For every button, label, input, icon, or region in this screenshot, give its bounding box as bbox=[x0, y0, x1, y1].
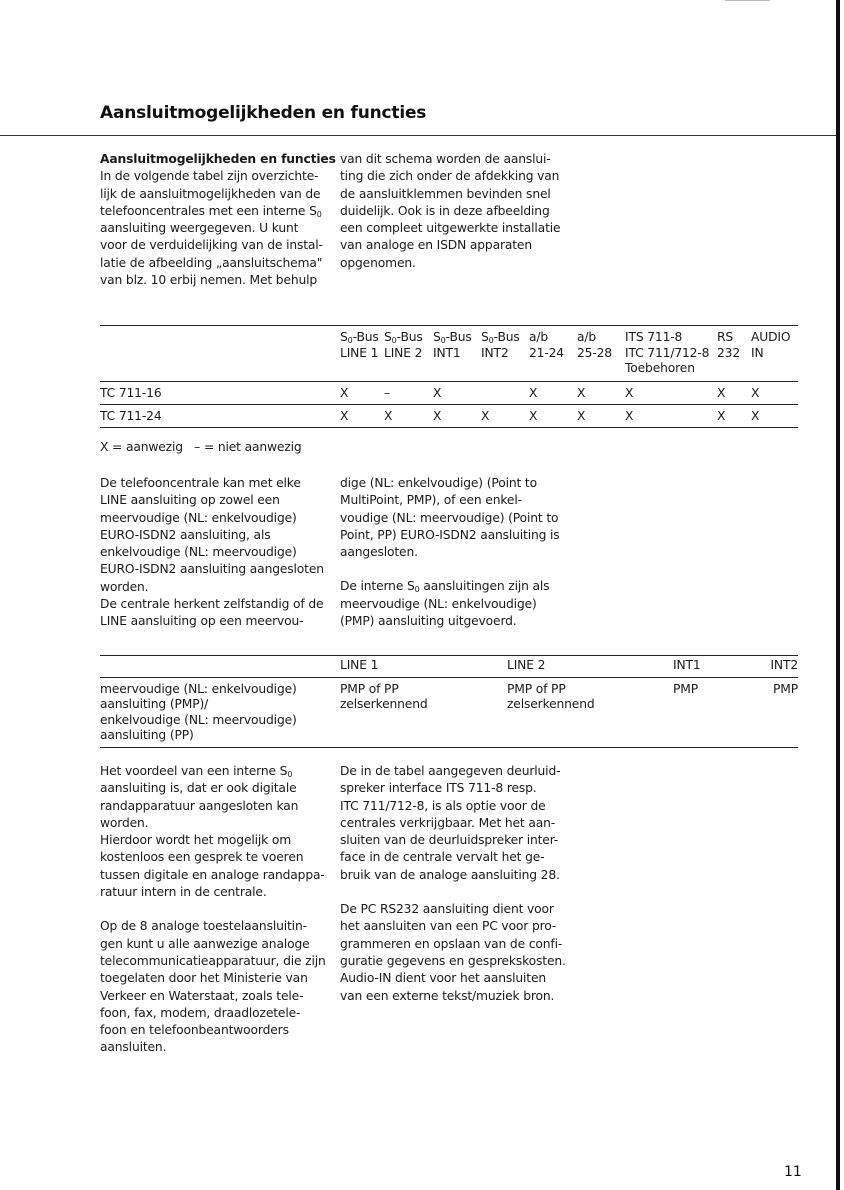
paragraph-line: sluiten van de deurluidspreker inter- bbox=[340, 833, 559, 848]
paragraph-line: opgenomen. bbox=[340, 255, 416, 270]
header-empty bbox=[100, 656, 340, 678]
paragraph-line: van dit schema worden de aanslui- bbox=[340, 152, 551, 166]
paragraph-line: van analoge en ISDN apparaten bbox=[340, 238, 532, 253]
value-cell: X bbox=[751, 385, 760, 400]
paragraph-line: De telefooncentrale kan met elke bbox=[100, 476, 301, 490]
paragraph-line: van een externe tekst/muziek bron. bbox=[340, 988, 555, 1003]
page-title: Aansluitmogelijkheden en functies bbox=[100, 103, 427, 123]
paragraph-line: De centrale herkent zelfstandig of de bbox=[100, 597, 324, 612]
header-cell: a/b 21-24 bbox=[529, 330, 564, 360]
intro-right-column bbox=[340, 151, 580, 272]
paragraph-line: voor de verduidelijking van de instal- bbox=[100, 238, 323, 253]
paragraph-line: het aansluiten van een PC voor pro- bbox=[340, 919, 557, 934]
page-edge bbox=[836, 0, 840, 1190]
connection-type-table bbox=[100, 655, 798, 748]
paragraph-line: aangesloten. bbox=[340, 545, 418, 560]
section-heading: Aansluitmogelijkheden en functies bbox=[100, 152, 336, 166]
paragraph-line: centrales verkrijgbaar. Met het aan- bbox=[340, 815, 556, 830]
scan-mark bbox=[725, 0, 770, 1]
header-cell: LINE 2 bbox=[507, 658, 546, 672]
value-cell: PMP bbox=[673, 681, 698, 696]
paragraph-line: foon en telefoonbeantwoorders bbox=[100, 1023, 289, 1038]
paragraph-line: grammeren en opslaan van de confi- bbox=[340, 936, 563, 951]
paragraph-line: tussen digitale en analoge randappa- bbox=[100, 867, 325, 882]
value-cell: – bbox=[384, 385, 390, 400]
header-cell: $S_0$-Bus LINE 2 bbox=[384, 330, 423, 360]
paragraph-line: spreker interface ITS 711-8 resp. bbox=[340, 781, 537, 796]
connection-options-table bbox=[100, 325, 798, 428]
value-cell: X bbox=[433, 408, 442, 423]
paragraph-line: lijk de aansluitmogelijkheden van de bbox=[100, 186, 321, 201]
value-cell: X bbox=[625, 385, 634, 400]
header-cell: $S_0$-Bus INT2 bbox=[481, 330, 520, 360]
table-legend: X = aanwezig – = niet aanwezig bbox=[100, 440, 302, 454]
paragraph-line: worden. bbox=[100, 579, 149, 594]
paragraph-line: meervoudige (NL: enkelvoudige) bbox=[100, 510, 297, 525]
paragraph-line: van blz. 10 erbij nemen. Met behulp bbox=[100, 273, 318, 288]
paragraph-line: De interne $S_0$ aansluitingen zijn als bbox=[340, 579, 550, 595]
value-cell bbox=[481, 381, 529, 404]
paragraph-line: toegelaten door het Ministerie van bbox=[100, 971, 308, 986]
header-cell: a/b 25-28 bbox=[577, 330, 612, 360]
paragraph-line: telecommunicatieapparatuur, die zijn bbox=[100, 953, 326, 968]
paragraph-line: de aansluitklemmen bevinden snel bbox=[340, 186, 551, 201]
paragraph-line: worden. bbox=[100, 815, 149, 830]
paragraph-line: voudige (NL: meervoudige) (Point to bbox=[340, 510, 559, 525]
table-row bbox=[100, 404, 798, 427]
value-cell: X bbox=[340, 408, 349, 423]
model-cell: TC 711-24 bbox=[100, 408, 162, 423]
paragraph-line: Het voordeel van een interne $S_0$ bbox=[100, 764, 293, 779]
paragraph-line: EURO-ISDN2 aansluiting, als bbox=[100, 527, 271, 542]
paragraph-line: ting die zich onder de afdekking van bbox=[340, 169, 560, 184]
paragraph-line: (PMP) aansluiting uitgevoerd. bbox=[340, 614, 517, 629]
paragraph-line: een compleet uitgewerkte installatie bbox=[340, 221, 561, 236]
value-cell: X bbox=[717, 385, 726, 400]
paragraph-line: Op de 8 analoge toestelaansluitin- bbox=[100, 919, 307, 934]
title-rule bbox=[0, 135, 836, 136]
page-number: 11 bbox=[784, 1164, 802, 1180]
paragraph-line: guratie gegevens en gesprekskosten. bbox=[340, 953, 566, 968]
value-cell: X bbox=[481, 408, 490, 423]
table-header-row bbox=[100, 326, 798, 382]
table-row bbox=[100, 381, 798, 404]
paragraph-line: randapparatuur aangesloten kan bbox=[100, 798, 299, 813]
header-empty bbox=[100, 326, 340, 382]
model-cell: TC 711-16 bbox=[100, 385, 162, 400]
header-cell: RS 232 bbox=[717, 330, 741, 360]
section3-right-column bbox=[340, 763, 580, 1005]
paragraph-line: enkelvoudige (NL: meervoudige) bbox=[100, 545, 297, 560]
header-cell: INT1 bbox=[673, 658, 701, 672]
value-cell: X bbox=[529, 385, 538, 400]
paragraph-line: Audio-IN dient voor het aansluiten bbox=[340, 971, 547, 986]
paragraph-line: aansluiting weergegeven. U kunt bbox=[100, 221, 299, 236]
value-cell: X bbox=[751, 408, 760, 423]
intro-left-column bbox=[100, 151, 336, 289]
paragraph-line: In de volgende tabel zijn overzichte- bbox=[100, 169, 319, 184]
paragraph-line: gen kunt u alle aanwezige analoge bbox=[100, 936, 310, 951]
table-header-row bbox=[100, 656, 798, 678]
value-cell: X bbox=[433, 385, 442, 400]
value-cell: X bbox=[717, 408, 726, 423]
header-cell: LINE 1 bbox=[340, 658, 379, 672]
header-cell: ITS 711-8 ITC 711/712-8 Toebehoren bbox=[625, 330, 710, 375]
section3-left-column bbox=[100, 763, 336, 1057]
paragraph-line: LINE aansluiting op zowel een bbox=[100, 493, 280, 508]
value-cell: X bbox=[340, 385, 349, 400]
header-cell: AUDIO IN bbox=[751, 330, 791, 360]
paragraph-line: Hierdoor wordt het mogelijk om bbox=[100, 833, 292, 848]
paragraph-line: kostenloos een gesprek te voeren bbox=[100, 850, 304, 865]
header-cell: INT2 bbox=[770, 658, 798, 672]
paragraph-line: LINE aansluiting op een meervou- bbox=[100, 614, 304, 629]
paragraph-line: De PC RS232 aansluiting dient voor bbox=[340, 902, 554, 917]
paragraph-line: dige (NL: enkelvoudige) (Point to bbox=[340, 476, 537, 490]
paragraph-line: telefooncentrales met een interne $S_0$ bbox=[100, 203, 322, 219]
value-cell: X bbox=[577, 408, 586, 423]
header-cell: $S_0$-Bus INT1 bbox=[433, 330, 472, 360]
value-cell: PMP of PP zelserkennend bbox=[340, 681, 428, 711]
value-cell: PMP bbox=[773, 681, 798, 696]
paragraph-line: ITC 711/712-8, is als optie voor de bbox=[340, 798, 546, 813]
paragraph-line: ratuur intern in de centrale. bbox=[100, 885, 267, 900]
value-cell: X bbox=[529, 408, 538, 423]
value-cell: X bbox=[625, 408, 634, 423]
paragraph-line: foon, fax, modem, draadlozetele- bbox=[100, 1005, 301, 1020]
paragraph-line: Point, PP) EURO-ISDN2 aansluiting is bbox=[340, 527, 560, 542]
section2-left-column bbox=[100, 475, 336, 631]
header-cell: $S_0$-Bus LINE 1 bbox=[340, 330, 379, 360]
paragraph-line: Verkeer en Waterstaat, zoals tele- bbox=[100, 988, 304, 1003]
paragraph-line: latie de afbeelding „aansluitschema" bbox=[100, 255, 323, 270]
paragraph-line: bruik van de analoge aansluiting 28. bbox=[340, 867, 560, 882]
value-cell: X bbox=[384, 408, 393, 423]
paragraph-line: aansluiten. bbox=[100, 1040, 167, 1055]
paragraph-line: face in de centrale vervalt het ge- bbox=[340, 850, 545, 865]
section2-right-column bbox=[340, 475, 580, 630]
paragraph-line: aansluiting is, dat er ook digitale bbox=[100, 781, 297, 796]
paragraph-line: duidelijk. Ook is in deze afbeelding bbox=[340, 203, 550, 218]
row-label-cell: meervoudige (NL: enkelvoudige) aansluiting (PMP)/ enkelvoudige (NL: meervoudige) aansluiting (PP) bbox=[100, 681, 297, 742]
table-row bbox=[100, 677, 798, 747]
paragraph-line: MultiPoint, PMP), of een enkel- bbox=[340, 493, 522, 508]
value-cell: PMP of PP zelserkennend bbox=[507, 681, 595, 711]
paragraph-line: meervoudige (NL: enkelvoudige) bbox=[340, 596, 537, 611]
paragraph-line: EURO-ISDN2 aansluiting aangesloten bbox=[100, 562, 324, 577]
value-cell: X bbox=[577, 385, 586, 400]
paragraph-line: De in de tabel aangegeven deurluid- bbox=[340, 764, 561, 778]
